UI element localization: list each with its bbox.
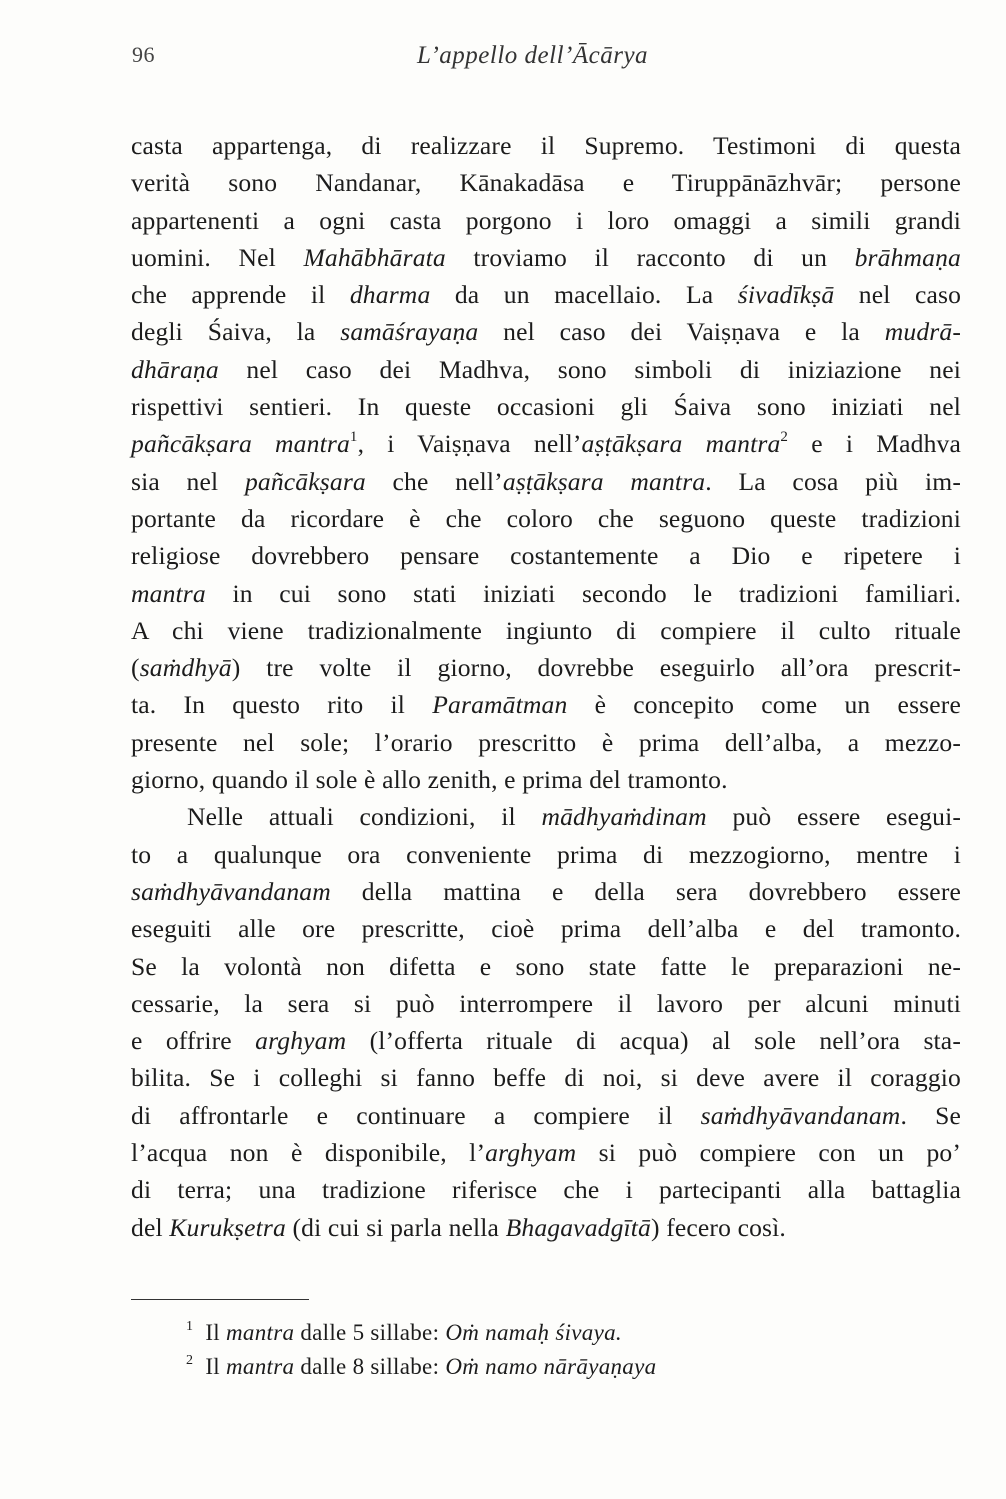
- running-head: [132, 42, 962, 76]
- text-line: [131, 537, 961, 574]
- text-line: [131, 649, 961, 686]
- italic-text: brāhmaṇa: [854, 242, 961, 272]
- body-text: [131, 127, 961, 1246]
- text-run: . La cosa più im-: [705, 466, 962, 496]
- text-run: del: [131, 1212, 170, 1242]
- text-line: [131, 1171, 961, 1208]
- text-line: [131, 948, 961, 985]
- text-run: , i Vaiṣṇava nell’: [357, 429, 582, 459]
- text-line: [131, 836, 961, 873]
- text-line: [131, 127, 961, 164]
- italic-text: aṣṭākṣara mantra: [581, 429, 781, 459]
- italic-text: pañcākṣara: [244, 466, 366, 496]
- italic-text: aṣṭākṣara mantra: [502, 466, 706, 496]
- text-line: [131, 500, 961, 537]
- italic-text: dharma: [349, 280, 431, 310]
- text-run: Il: [205, 1320, 227, 1345]
- text-run: nel caso dei Madhva, sono simboli di iniziazione nei: [218, 354, 961, 384]
- text-run: casta appartenga, di realizzare il Supremo. Testimoni di questa: [131, 131, 961, 160]
- text-line: [131, 239, 961, 276]
- text-run: Se la volontà non difetta e sono state fatte le preparazioni ne-: [131, 951, 961, 981]
- text-run: (l’offerta rituale di acqua) al sole nell’ora sta-: [346, 1026, 961, 1056]
- text-run: (di cui si parla nella: [285, 1212, 506, 1242]
- text-line: [131, 351, 961, 388]
- italic-text: śivadīkṣā: [737, 280, 835, 310]
- text-run: è concepito come un essere: [567, 690, 961, 720]
- italic-text: saṁdhyāvandanam: [131, 876, 331, 906]
- footnote-marker: 2: [186, 1353, 194, 1368]
- footnotes: [186, 1316, 886, 1384]
- italic-text: saṁdhyā: [139, 653, 232, 683]
- text-line: [131, 1022, 961, 1059]
- text-run: dalle 8 sillabe:: [294, 1354, 446, 1379]
- text-run: rispettivi sentieri. In queste occasioni gli Śaiva sono iniziati nel: [131, 392, 961, 422]
- italic-text: mudrā-: [884, 317, 961, 347]
- text-line: [131, 313, 961, 350]
- text-run: e i Madhva: [788, 429, 962, 459]
- italic-text: pañcākṣara mantra: [131, 429, 350, 459]
- text-run: to a qualunque ora conveniente prima di mezzogiorno, mentre i: [131, 839, 961, 869]
- italic-text: Kurukṣetra: [169, 1212, 286, 1242]
- text-run: ) fecero così.: [651, 1212, 786, 1242]
- text-run: cessarie, la sera si può interrompere il lavoro per alcuni minuti: [131, 988, 961, 1018]
- text-run: in cui sono stati iniziati secondo le tradizioni familiari.: [205, 578, 961, 608]
- text-run: da un macellaio. La: [430, 280, 738, 310]
- text-run: troviamo il racconto di un: [445, 242, 855, 272]
- text-line: [131, 575, 961, 612]
- text-line: [131, 873, 961, 910]
- italic-text: mantra: [131, 578, 206, 608]
- text-run: l’acqua non è disponibile, l’: [131, 1138, 486, 1168]
- italic-text: saṁdhyāvandanam: [700, 1100, 901, 1130]
- text-run: ) tre volte il giorno, dovrebbe eseguirlo all’ora prescrit-: [231, 653, 961, 683]
- text-line: [131, 1134, 961, 1171]
- text-run: di affrontarle e continuare a compiere il: [131, 1100, 701, 1130]
- italic-text: Bhagavadgītā: [505, 1212, 651, 1242]
- italic-text: samāśrayaṇa: [340, 317, 479, 347]
- italic-text: Mahābhārata: [303, 242, 446, 272]
- footnote-marker: 2: [780, 429, 789, 446]
- text-run: ta. In questo rito il: [131, 690, 433, 720]
- text-run: religiose dovrebbero pensare costantemente a Dio e ripetere i: [131, 541, 961, 571]
- text-run: (: [131, 653, 140, 683]
- text-line: [131, 425, 961, 462]
- text-run: appartenenti a ogni casta porgono i loro omaggi a simili grandi: [131, 205, 961, 235]
- italic-text: mantra: [226, 1320, 295, 1345]
- footnote: [186, 1316, 886, 1350]
- text-run: degli Śaiva, la: [131, 317, 341, 347]
- text-line: [131, 202, 961, 239]
- text-run: A chi viene tradizionalmente ingiunto di compiere il culto rituale: [131, 615, 961, 645]
- text-run: che nell’: [365, 466, 503, 496]
- text-run: della mattina e della sera dovrebbero essere: [330, 876, 961, 906]
- text-run: dalle 5 sillabe:: [294, 1320, 446, 1345]
- text-run: verità sono Nandanar, Kānakadāsa e Tiruppānāzhvār; persone: [131, 168, 961, 198]
- text-run: Il: [205, 1354, 227, 1379]
- page-number: 96: [132, 42, 155, 67]
- text-run: e offrire: [131, 1026, 256, 1056]
- footnote-marker: 1: [349, 429, 358, 446]
- text-run: che apprende il: [131, 280, 350, 310]
- italic-text: arghyam: [485, 1138, 577, 1168]
- text-line: [131, 164, 961, 201]
- footnote-marker: 1: [186, 1319, 194, 1334]
- text-run: può essere esegui-: [706, 802, 962, 832]
- text-line: [131, 724, 961, 761]
- text-run: presente nel sole; l’orario prescritto è prima dell’alba, a mezzo-: [131, 727, 961, 757]
- italic-text: mādhyaṁdinam: [541, 802, 707, 832]
- text-line: [131, 388, 961, 425]
- italic-text: dhāraṇa: [131, 354, 219, 384]
- italic-text: Oṁ namaḥ śivaya.: [445, 1320, 622, 1345]
- text-line: [131, 686, 961, 723]
- footnote: [186, 1350, 886, 1384]
- text-line: [131, 1209, 961, 1246]
- text-line: [131, 276, 961, 313]
- text-run: . Se: [900, 1100, 961, 1130]
- text-line: [131, 761, 961, 798]
- text-run: Nelle attuali condizioni, il: [187, 802, 542, 832]
- italic-text: mantra: [226, 1354, 295, 1379]
- running-title: L’appello dell’Ācārya: [417, 42, 649, 69]
- text-line: [131, 798, 961, 835]
- text-line: [131, 1059, 961, 1096]
- text-run: uomini. Nel: [131, 242, 304, 272]
- text-line: [131, 1097, 961, 1134]
- text-line: [131, 985, 961, 1022]
- text-run: eseguiti alle ore prescritte, cioè prima dell’alba e del tramonto.: [131, 914, 961, 944]
- italic-text: Paramātman: [432, 690, 568, 720]
- italic-text: Oṁ namo nārāyaṇaya: [445, 1354, 657, 1379]
- italic-text: arghyam: [255, 1026, 347, 1056]
- text-run: bilita. Se i colleghi si fanno beffe di noi, si deve avere il coraggio: [131, 1063, 961, 1093]
- text-line: [131, 612, 961, 649]
- footnote-divider: [131, 1299, 309, 1300]
- text-run: si può compiere con un po’: [576, 1138, 962, 1168]
- text-line: [131, 910, 961, 947]
- text-run: giorno, quando il sole è allo zenith, e prima del tramonto.: [131, 765, 728, 795]
- text-run: portante da ricordare è che coloro che seguono queste tradizioni: [131, 503, 961, 533]
- text-run: nel caso dei Vaiṣṇava e la: [478, 317, 885, 347]
- text-run: sia nel: [131, 466, 245, 496]
- text-run: nel caso: [834, 280, 962, 310]
- text-run: di terra; una tradizione riferisce che i partecipanti alla battaglia: [131, 1175, 961, 1205]
- text-line: [131, 463, 961, 500]
